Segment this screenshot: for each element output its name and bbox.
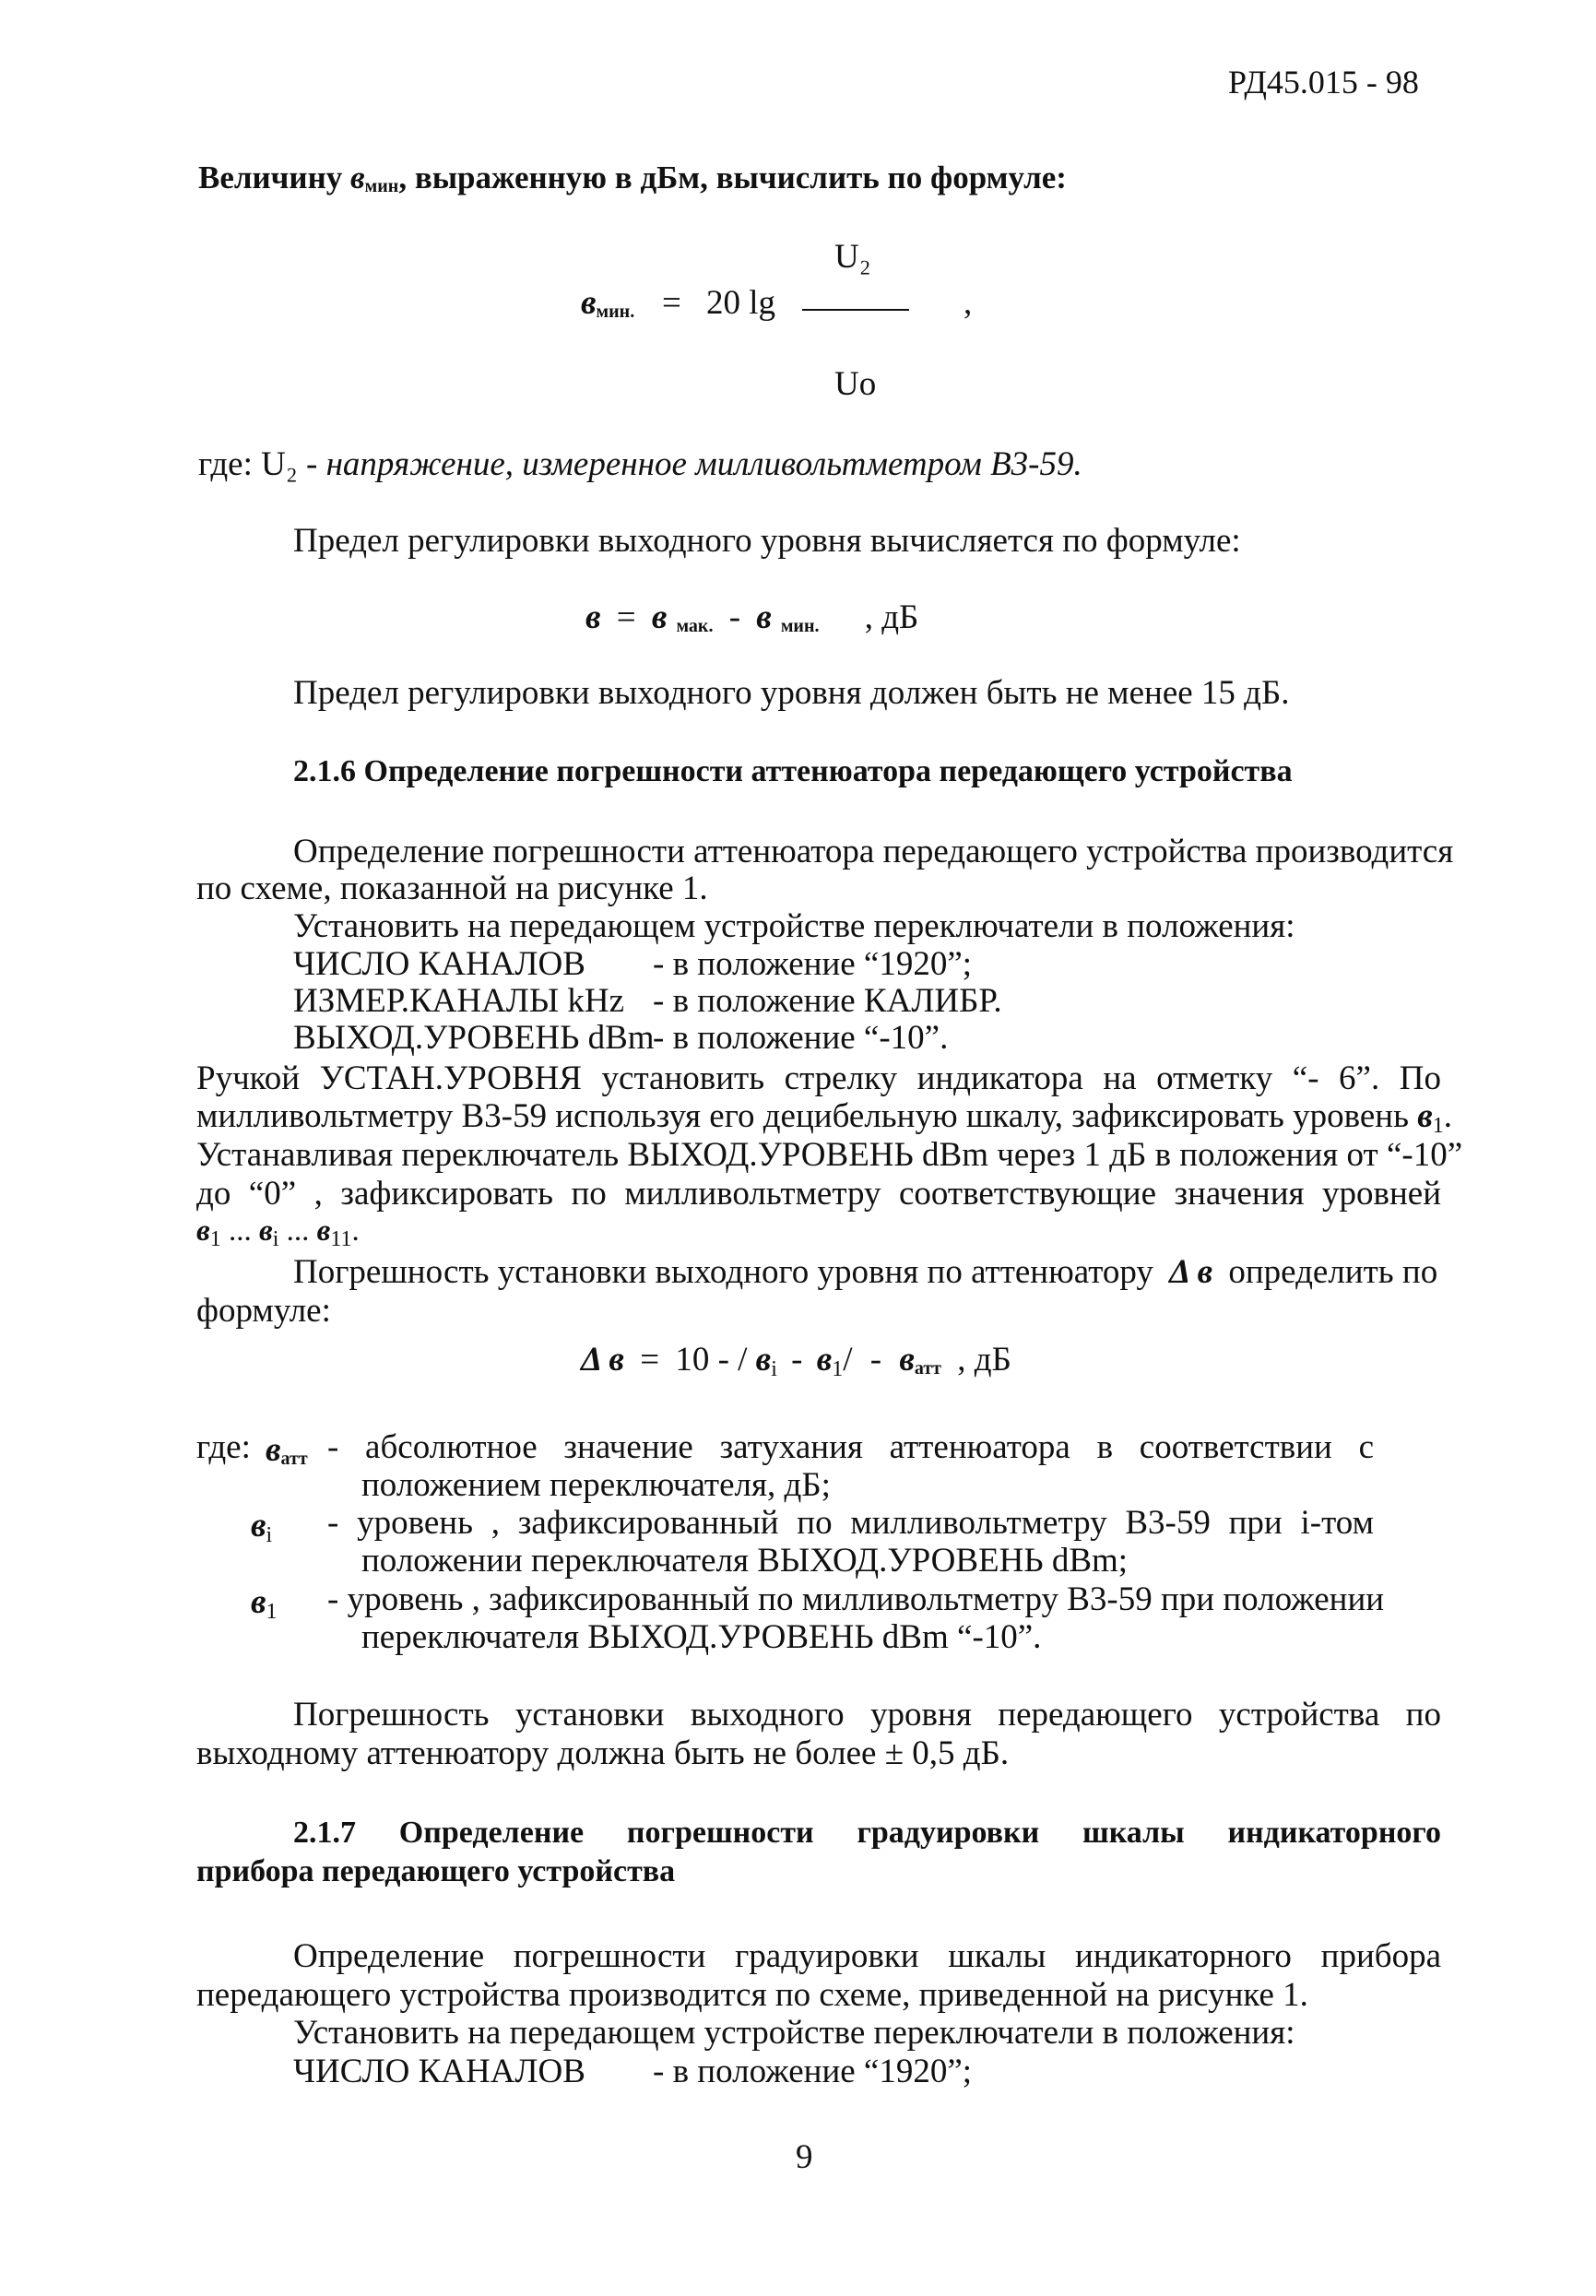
s216-p3-line2-symbol: в [1417, 1097, 1433, 1135]
formula2-a-sub: мак. [676, 616, 714, 636]
formula2-lhs: в [585, 598, 601, 636]
s217-setting-name: ЧИСЛО КАНАЛОВ [293, 2053, 585, 2090]
where-item-line2: положении переключателя ВЫХОД.УРОВЕНЬ dBm; [361, 1542, 1129, 1580]
where-item-label: где: [196, 1428, 251, 1466]
level-b-sub: i [272, 1227, 279, 1251]
s216-p2: Установить на передающем устройстве переключатели в положения: [293, 907, 1295, 945]
intro-prefix: Величину [198, 160, 351, 195]
para-limit-formula: Предел регулировки выходного уровня вычисляется по формуле: [293, 522, 1241, 560]
formula1-comma: , [964, 284, 973, 322]
formula3-bi-sub: i [771, 1357, 777, 1381]
para-limit-min: Предел регулировки выходного уровня должен быть не менее 15 дБ. [293, 674, 1290, 712]
level-b: в [259, 1214, 273, 1248]
intro-line [198, 159, 1067, 197]
formula3 [581, 1340, 1011, 1383]
formula1-lhs [581, 283, 634, 324]
s217-p2: Установить на передающем устройстве переключатели в положения: [293, 2014, 1295, 2052]
formula2-eq: = [616, 598, 636, 636]
level-c: в [316, 1214, 331, 1248]
s216-p3-line2 [196, 1096, 1452, 1140]
formula2-unit: , дБ [864, 598, 919, 636]
formula2 [585, 598, 918, 638]
where-sub: атт [280, 1449, 308, 1469]
s216-p3-line2-text: милливольтметру В3-59 используя его децибельную шкалу, зафиксировать уровень [196, 1097, 1409, 1135]
where-sub: i [266, 1523, 273, 1547]
s216-p5-line1: Погрешность установки выходного уровня передающего устройства по [293, 1696, 1441, 1734]
formula3-b1-sub: 1 [832, 1357, 844, 1381]
s216-p4-text-b: определить по [1228, 1253, 1438, 1291]
s216-p3-line1: Ручкой УСТАН.УРОВНЯ установить стрелку индикатора на отметку “- 6”. По [196, 1059, 1441, 1097]
formula2-minus: - [728, 598, 741, 636]
where-sym: в [251, 1583, 266, 1621]
s216-setting-value: - в положение КАЛИБР. [653, 982, 1002, 1020]
section-217-title-line1: 2.1.7 Определение погрешности градуировки шкалы индикаторного [293, 1816, 1441, 1850]
where-sub: 1 [266, 1600, 278, 1624]
s216-p3-line4: до “0” , зафиксировать по милливольтметру соответствующие значения уровней [196, 1175, 1441, 1213]
s216-setting-value: - в положение “1920”; [653, 945, 973, 983]
s216-p1-line1: Определение погрешности аттенюатора передающего устройства производится [293, 833, 1454, 870]
s216-p3-line2-sub: 1 [1432, 1114, 1444, 1138]
formula3-batt: в [899, 1341, 915, 1379]
where-sym: в [266, 1431, 281, 1469]
s216-p3-line3: Устанавливая переключатель ВЫХОД.УРОВЕНЬ dBm через 1 дБ в положения от “-10” [196, 1136, 1463, 1174]
s216-setting-name: ИЗМЕР.КАНАЛЫ kHz [293, 982, 625, 1020]
where-item-symbol [266, 1430, 308, 1471]
formula1-lhs-symbol: в [581, 284, 597, 322]
formula1-func: 20 lg [706, 284, 776, 322]
document-code: РД45.015 - 98 [1228, 64, 1419, 101]
where-item-line1: - уровень , зафиксированный по милливольтметру В3-59 при положении [327, 1580, 1385, 1618]
s216-p4-line2: формуле: [196, 1292, 331, 1330]
line-end: . [351, 1214, 360, 1248]
s216-p4-delta: Δ в [1169, 1253, 1213, 1291]
intro-symbol-sub: мин [364, 176, 399, 196]
formula3-minus1: - [791, 1341, 803, 1379]
formula3-eq: = [640, 1341, 660, 1379]
where-item-symbol [251, 1582, 278, 1626]
where-item-symbol [251, 1506, 272, 1549]
dots: ... [220, 1214, 259, 1248]
formula1-fraction-line [802, 309, 909, 311]
dots: ... [278, 1214, 317, 1248]
page-number: 9 [796, 2138, 813, 2176]
level-c-sub: 11 [330, 1227, 352, 1251]
formula3-bi: в [755, 1341, 772, 1379]
where-var: U₂ [261, 445, 298, 483]
level-a: в [196, 1214, 210, 1248]
section-216-title: 2.1.6 Определение погрешности аттенюатора передающего устройства [293, 754, 1293, 788]
where-item-line1: - уровень , зафиксированный по милливольтметру В3-59 при i-том [327, 1504, 1374, 1542]
formula3-b1: в [816, 1341, 833, 1379]
s216-setting-value: - в положение “-10”. [653, 1019, 949, 1057]
formula3-ten: 10 - / [675, 1341, 748, 1379]
s216-setting-name: ЧИСЛО КАНАЛОВ [293, 945, 585, 983]
where-label: где: [198, 445, 253, 483]
where-text: - напряжение, измеренное милливольтметром В3-59. [306, 445, 1082, 483]
s216-p5-line2: выходному аттенюатору должна быть не более ± 0,5 дБ. [196, 1734, 1010, 1772]
s216-p4-line1 [293, 1252, 1437, 1293]
where-item-line2: положением переключателя, дБ; [361, 1466, 831, 1504]
where-sym: в [251, 1507, 266, 1544]
where-u2 [198, 444, 1082, 485]
formula3-close: / [843, 1341, 853, 1379]
s217-p1-line2: передающего устройства производится по схеме, приведенной на рисунке 1. [196, 1976, 1308, 2014]
s216-p4-text-a: Погрешность установки выходного уровня по аттенюатору [293, 1253, 1153, 1291]
formula1-lhs-sub: мин. [596, 302, 635, 322]
s216-p3-line2-end: . [1443, 1097, 1452, 1135]
formula3-minus2: - [869, 1341, 882, 1379]
formula2-b: в [756, 598, 772, 636]
formula1-eq: = [662, 284, 681, 322]
s216-setting-name: ВЫХОД.УРОВЕНЬ dBm [293, 1019, 655, 1057]
formula3-batt-sub: атт [914, 1358, 942, 1379]
s217-setting-value: - в положение “1920”; [653, 2053, 973, 2090]
section-217-title-line2: прибора передающего устройства [196, 1854, 676, 1888]
formula2-a: в [651, 598, 668, 636]
level-a-sub: 1 [209, 1227, 221, 1251]
formula3-delta: Δ в [581, 1341, 624, 1379]
formula2-b-sub: мин. [780, 616, 820, 636]
intro-symbol: в [350, 160, 365, 195]
formula1-numerator: U₂ [834, 238, 871, 276]
s216-p3-line5 [196, 1213, 360, 1253]
s216-p1-line2: по схеме, показанной на рисунке 1. [196, 870, 708, 907]
formula1-denominator: Uo [834, 365, 877, 403]
where-item-line2: переключателя ВЫХОД.УРОВЕНЬ dBm “-10”. [361, 1618, 1042, 1656]
s217-p1-line1: Определение погрешности градуировки шкалы индикаторного прибора [293, 1937, 1441, 1975]
where-item-line1: - абсолютное значение затухания аттенюатора в соответствии с [327, 1428, 1374, 1466]
formula3-unit: , дБ [957, 1341, 1011, 1379]
intro-suffix: , выраженную в дБм, вычислить по формуле: [398, 160, 1067, 195]
